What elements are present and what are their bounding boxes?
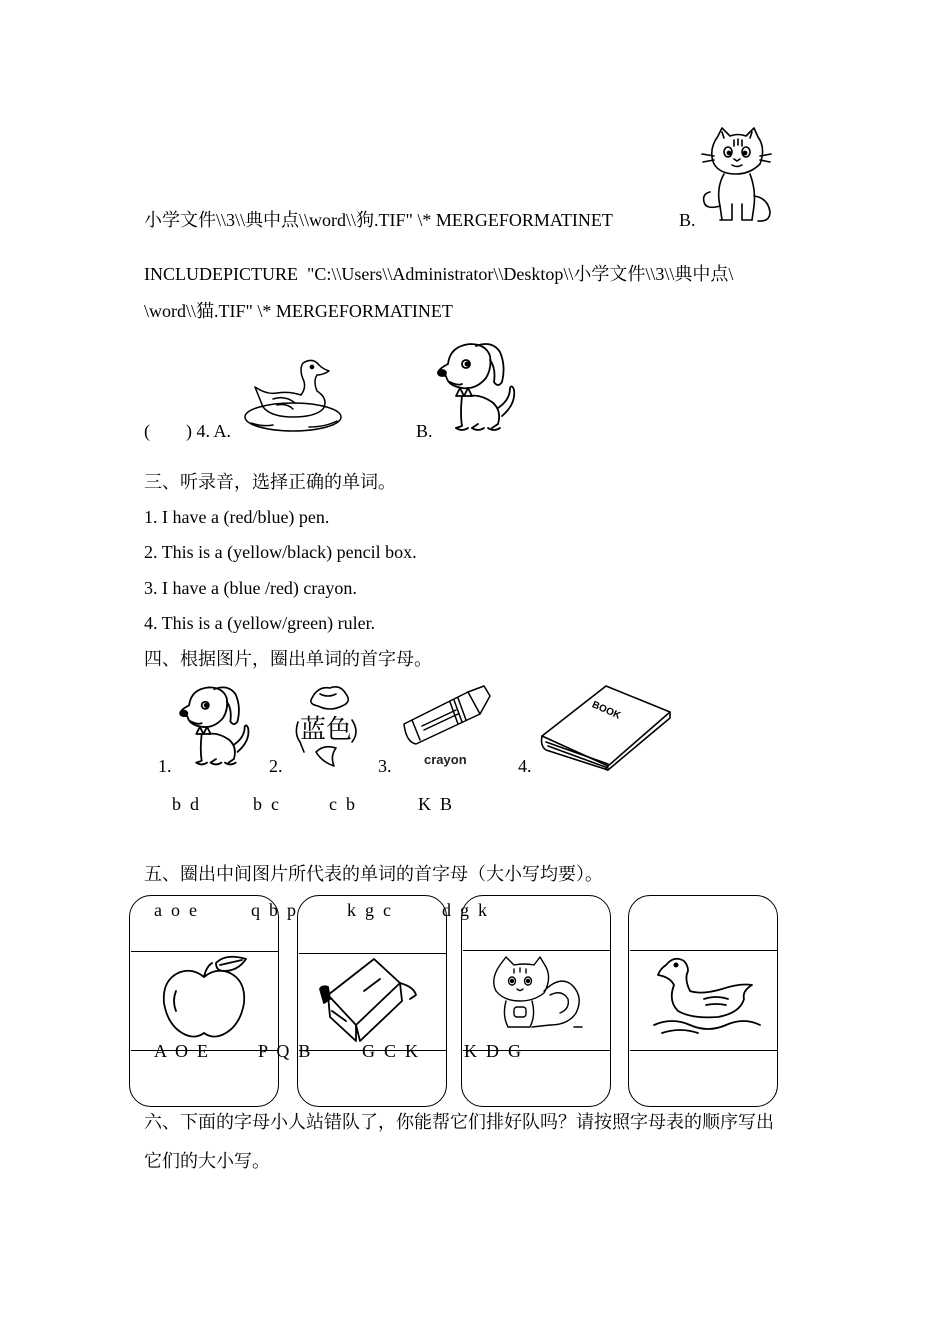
lowercase-options-3[interactable]: k g c [347, 900, 391, 920]
section-4-number-4: 4. [518, 756, 532, 776]
section-4-number-1: 1. [158, 756, 172, 776]
include-field-line-3: \word\\猫.TIF" \* MERGEFORMATINET [144, 301, 453, 321]
uppercase-options-3[interactable]: G C K [362, 1041, 419, 1061]
lowercase-options-4[interactable]: d g k [442, 900, 487, 920]
divider-bottom-4 [630, 1050, 778, 1051]
section-4-number-3: 3. [378, 756, 392, 776]
uppercase-options-2[interactable]: P Q B [258, 1041, 311, 1061]
divider-top-1 [131, 951, 279, 952]
question-4-option-b-label: B. [416, 421, 433, 441]
section-4-options-1[interactable]: b d [172, 794, 199, 814]
section-6-line-1: 六、下面的字母小人站错队了，你能帮它们排好队吗？请按照字母表的顺序写出 [144, 1112, 774, 1132]
squirrel-picture [490, 955, 586, 1035]
book-picture [538, 682, 674, 772]
uppercase-options-1[interactable]: A O E [154, 1041, 208, 1061]
option-b-label: B. [679, 210, 696, 230]
apple-picture [160, 955, 252, 1039]
duck-picture [243, 355, 345, 435]
section-3-title: 三、听录音，选择正确的单词。 [144, 472, 396, 492]
section-5-title: 五、圈出中间图片所代表的单词的首字母（大小写均要）。 [144, 864, 603, 884]
section-4-options-4[interactable]: K B [418, 794, 453, 814]
crayon-caption: crayon [424, 752, 467, 767]
dog-picture [436, 338, 520, 434]
cat-picture [698, 126, 774, 226]
question-4-label: ( ) 4. A. [144, 421, 231, 441]
section-4-options-3[interactable]: c b [329, 794, 355, 814]
divider-top-2 [299, 953, 447, 954]
bag-picture [316, 955, 418, 1043]
section-3-item-3: 3. I have a (blue /red) crayon. [144, 578, 357, 598]
include-field-line-1: 小学文件\\3\\典中点\\word\\狗.TIF" \* MERGEFORMATINET [144, 210, 613, 230]
lowercase-options-2[interactable]: q b p [251, 900, 296, 920]
book-caption: BOOK [590, 699, 623, 722]
blue-paint-picture [290, 682, 364, 770]
uppercase-options-4[interactable]: K D G [464, 1041, 521, 1061]
section-5-duck-picture [652, 955, 764, 1039]
section-4-number-2: 2. [269, 756, 283, 776]
crayon-picture [398, 682, 494, 772]
section-3-item-2: 2. This is a (yellow/black) pencil box. [144, 542, 417, 562]
section-6-line-2: 它们的大小写。 [144, 1151, 270, 1171]
blue-chars: 蓝色 [300, 714, 353, 744]
section-3-item-4: 4. This is a (yellow/green) ruler. [144, 613, 376, 633]
section-4-title: 四、根据图片，圈出单词的首字母。 [144, 649, 432, 669]
section-4-options-2[interactable]: b c [253, 794, 279, 814]
divider-top-3 [463, 950, 611, 951]
divider-top-4 [630, 950, 778, 951]
include-field-line-2: INCLUDEPICTURE "C:\\Users\\Administrator\\Desktop\\小学文件\\3\\典中点\ [144, 264, 734, 284]
lowercase-options-1[interactable]: a o e [154, 900, 197, 920]
section-4-dog-picture [178, 682, 254, 768]
section-3-item-1: 1. I have a (red/blue) pen. [144, 507, 330, 527]
